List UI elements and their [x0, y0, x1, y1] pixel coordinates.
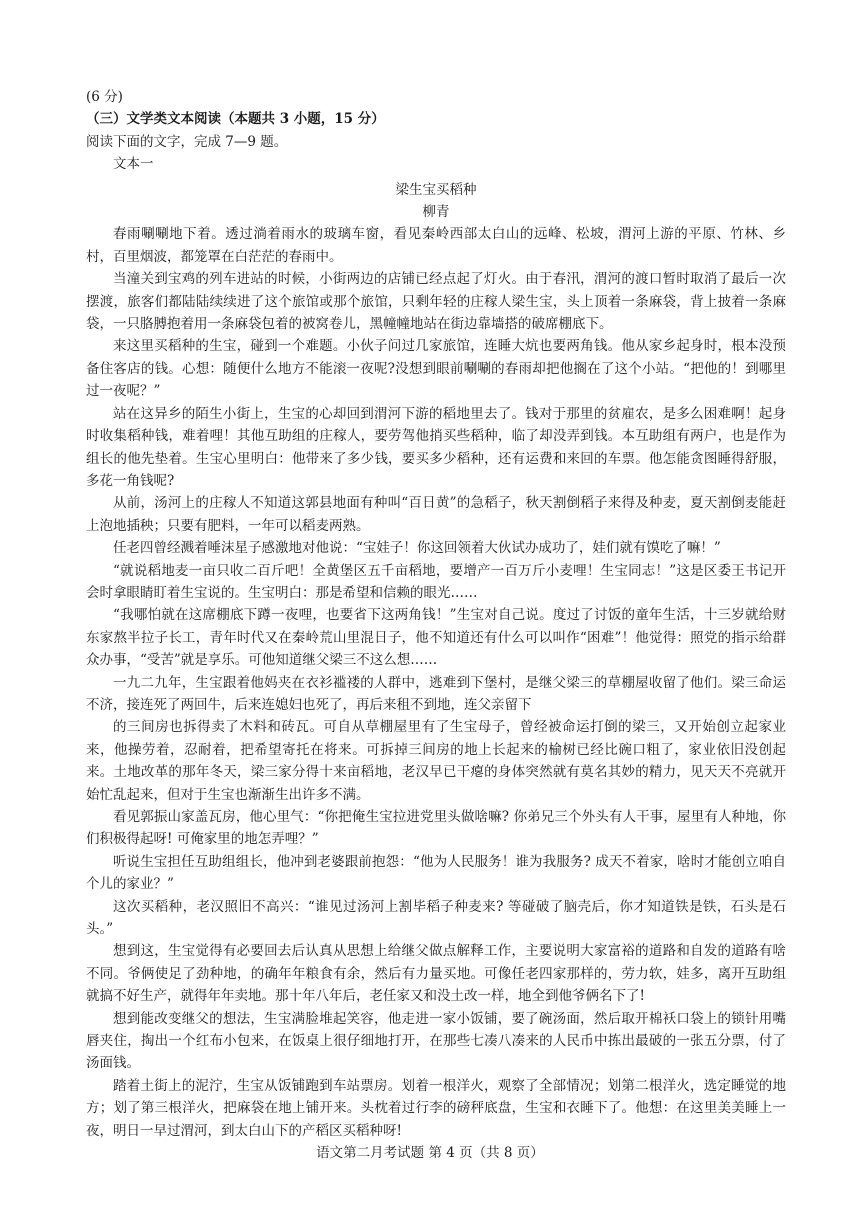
paragraph-15: 想到能改变继父的想法，生宝满脸堆起笑容，他走进一家小饭铺，要了碗汤面，然后取开棉袄口袋上的锁针用嘴唇夹住，掏出一个红布小包来，在饭桌上很仔细地打开，在那些七凑八凑来的人民币中拣出最破的一张五分票，付了汤面钱。	[86, 1010, 786, 1072]
paragraph-6: 任老四曾经溅着唾沫星子感激地对他说：“宝娃子！你这回领着大伙试办成功了，娃们就有馍吃了嘛！”	[113, 540, 721, 557]
article-author: 柳青	[422, 204, 450, 221]
paragraph-13: 这次买稻种，老汉照旧不高兴：“谁见过汤河上割毕稻子种麦来? 等碰破了脑壳后，你才知道铁是铁，石头是石头。”	[86, 898, 786, 938]
page-content	[86, 86, 786, 1142]
paragraph-16: 踏着土街上的泥泞，生宝从饭铺跑到车站票房。划着一根洋火，观察了全部情况；划第二根洋火，选定睡觉的地方；划了第三根洋火，把麻袋在地上铺开来。头枕着过行李的磅秤底盘，生宝和衣睡下了。他想：在这里美美睡上一夜，明日一早过渭河，到太白山下的产稻区买稻种呀!	[86, 1077, 786, 1139]
paragraph-4: 站在这异乡的陌生小街上，生宝的心却回到渭河下游的稻地里去了。钱对于那里的贫雇农，是多么困难啊！起身时收集稻种钱，难着哩！其他互助组的庄稼人，要劳驾他捎买些稻种，临了却没弄到钱。本互助组有两户，也是作为组长的他先垫着。生宝心里明白：他带来了多少钱，要买多少稻种，还有运费和来回的车票。他怎能贪图睡得舒服，多花一角钱呢?	[86, 405, 786, 489]
paragraph-7: “就说稻地麦一亩只收二百斤吧！全黄堡区五千亩稻地，要增产一百万斤小麦哩！生宝同志！”这是区委王书记开会时拿眼睛盯着生宝说的。生宝明白：那是希望和信赖的眼光……	[86, 562, 786, 601]
section-heading: （三）文学类文本阅读（本题共 3 小题，15 分）	[86, 111, 385, 128]
page-footer: 语文第二月考试题 第 4 页（共 8 页）	[316, 1145, 544, 1161]
paragraph-14: 想到这，生宝觉得有必要回去后认真从思想上给继父做点解释工作，主要说明大家富裕的道路和自发的道路有啥不同。爷俩使足了劲种地，的确年年粮食有余，然后有力量买地。可像任老四家那样的，劳力软，娃多，离开互助组就搞不好生产，就得年年卖地。那十年八年后，老任家又和没土改一样，地全到他爷俩名下了!	[86, 943, 786, 1005]
text-label: 文本一	[113, 156, 154, 173]
article-title: 梁生宝买稻种	[395, 181, 477, 198]
instruction: 阅读下面的文字，完成 7—9 题。	[86, 133, 288, 150]
paragraph-3: 来这里买稻种的生宝，碰到一个难题。小伙子问过几家旅馆，连睡大炕也要两角钱。他从家乡起身时，根本没预备住客店的钱。心想：随便什么地方不能滚一夜呢?没想到眼前唰唰的春雨却把他搁在了这个小站。“把他的！到哪里过一夜呢？”	[86, 338, 786, 400]
paragraph-2: 当潼关到宝鸡的列车进站的时候，小街两边的店铺已经点起了灯火。由于春汛，渭河的渡口暂时取消了最后一次摆渡，旅客们都陆陆续续进了这个旅馆或那个旅馆，只剩年轻的庄稼人梁生宝，头上顶着一条麻袋，背上披着一条麻袋，一只胳膊抱着用一条麻袋包着的被窝卷儿，黑幢幢地站在街边靠墙搭的破席棚底下。	[86, 271, 786, 333]
paragraph-8: “我哪怕就在这席棚底下蹲一夜哩，也要省下这两角钱！”生宝对自己说。度过了讨饭的童年生活，十三岁就给财东家熬半拉子长工，青年时代又在秦岭荒山里混日子，他不知道还有什么可以叫作“困难”！他觉得：照党的指示给群众办事，“受苦”就是享乐。可他知道继父梁三不这么想……	[86, 607, 786, 669]
paragraph-5: 从前，汤河上的庄稼人不知道这郭县地面有种叫“百日黄”的急稻子，秋天割倒稻子来得及种麦，夏天割倒麦能赶上泡地插秧；只要有肥料，一年可以稻麦两熟。	[86, 495, 786, 534]
paragraph-1: 春雨唰唰地下着。透过淌着雨水的玻璃车窗，看见秦岭西部太白山的远峰、松坡，渭河上游的平原、竹林、乡村，百里烟波，都笼罩在白茫茫的春雨中。	[86, 226, 786, 265]
paragraph-11: 看见郭振山家盖瓦房，他心里气：“你把俺生宝拉进党里头做啥嘛? 你弟兄三个外头有人干事，屋里有人种地，你们积极得起呀! 可俺家里的地怎弄哩？”	[86, 809, 786, 848]
score-note: (6 分)	[86, 89, 123, 105]
paragraph-9: 一九二九年，生宝跟着他妈夹在衣衫褴褛的人群中，逃难到下堡村，是继父梁三的草棚屋收留了他们。梁三命运不济，接连死了两回牛，后来连媳妇也死了，再后来租不到地，连父亲留下	[86, 674, 786, 713]
paragraph-12: 听说生宝担任互助组组长，他冲到老婆跟前抱怨：“他为人民服务！谁为我服务? 成天不着家，啥时才能创立咱自个儿的家业？”	[86, 853, 786, 893]
paragraph-10: 的三间房也拆得卖了木料和砖瓦。可自从草棚屋里有了生宝母子，曾经被命运打倒的梁三，又开始创立起家业来，他操劳着，忍耐着，把希望寄托在将来。可拆掉三间房的地上长起来的榆树已经比碗口粗了，家业依旧没创起来。土地改革的那年冬天，梁三家分得十来亩稻地，老汉早已干瘪的身体突然就有莫名其妙的精力，见天天不亮就开始忙乱起来，但对于生宝也渐渐生出许多不满。	[86, 719, 786, 803]
